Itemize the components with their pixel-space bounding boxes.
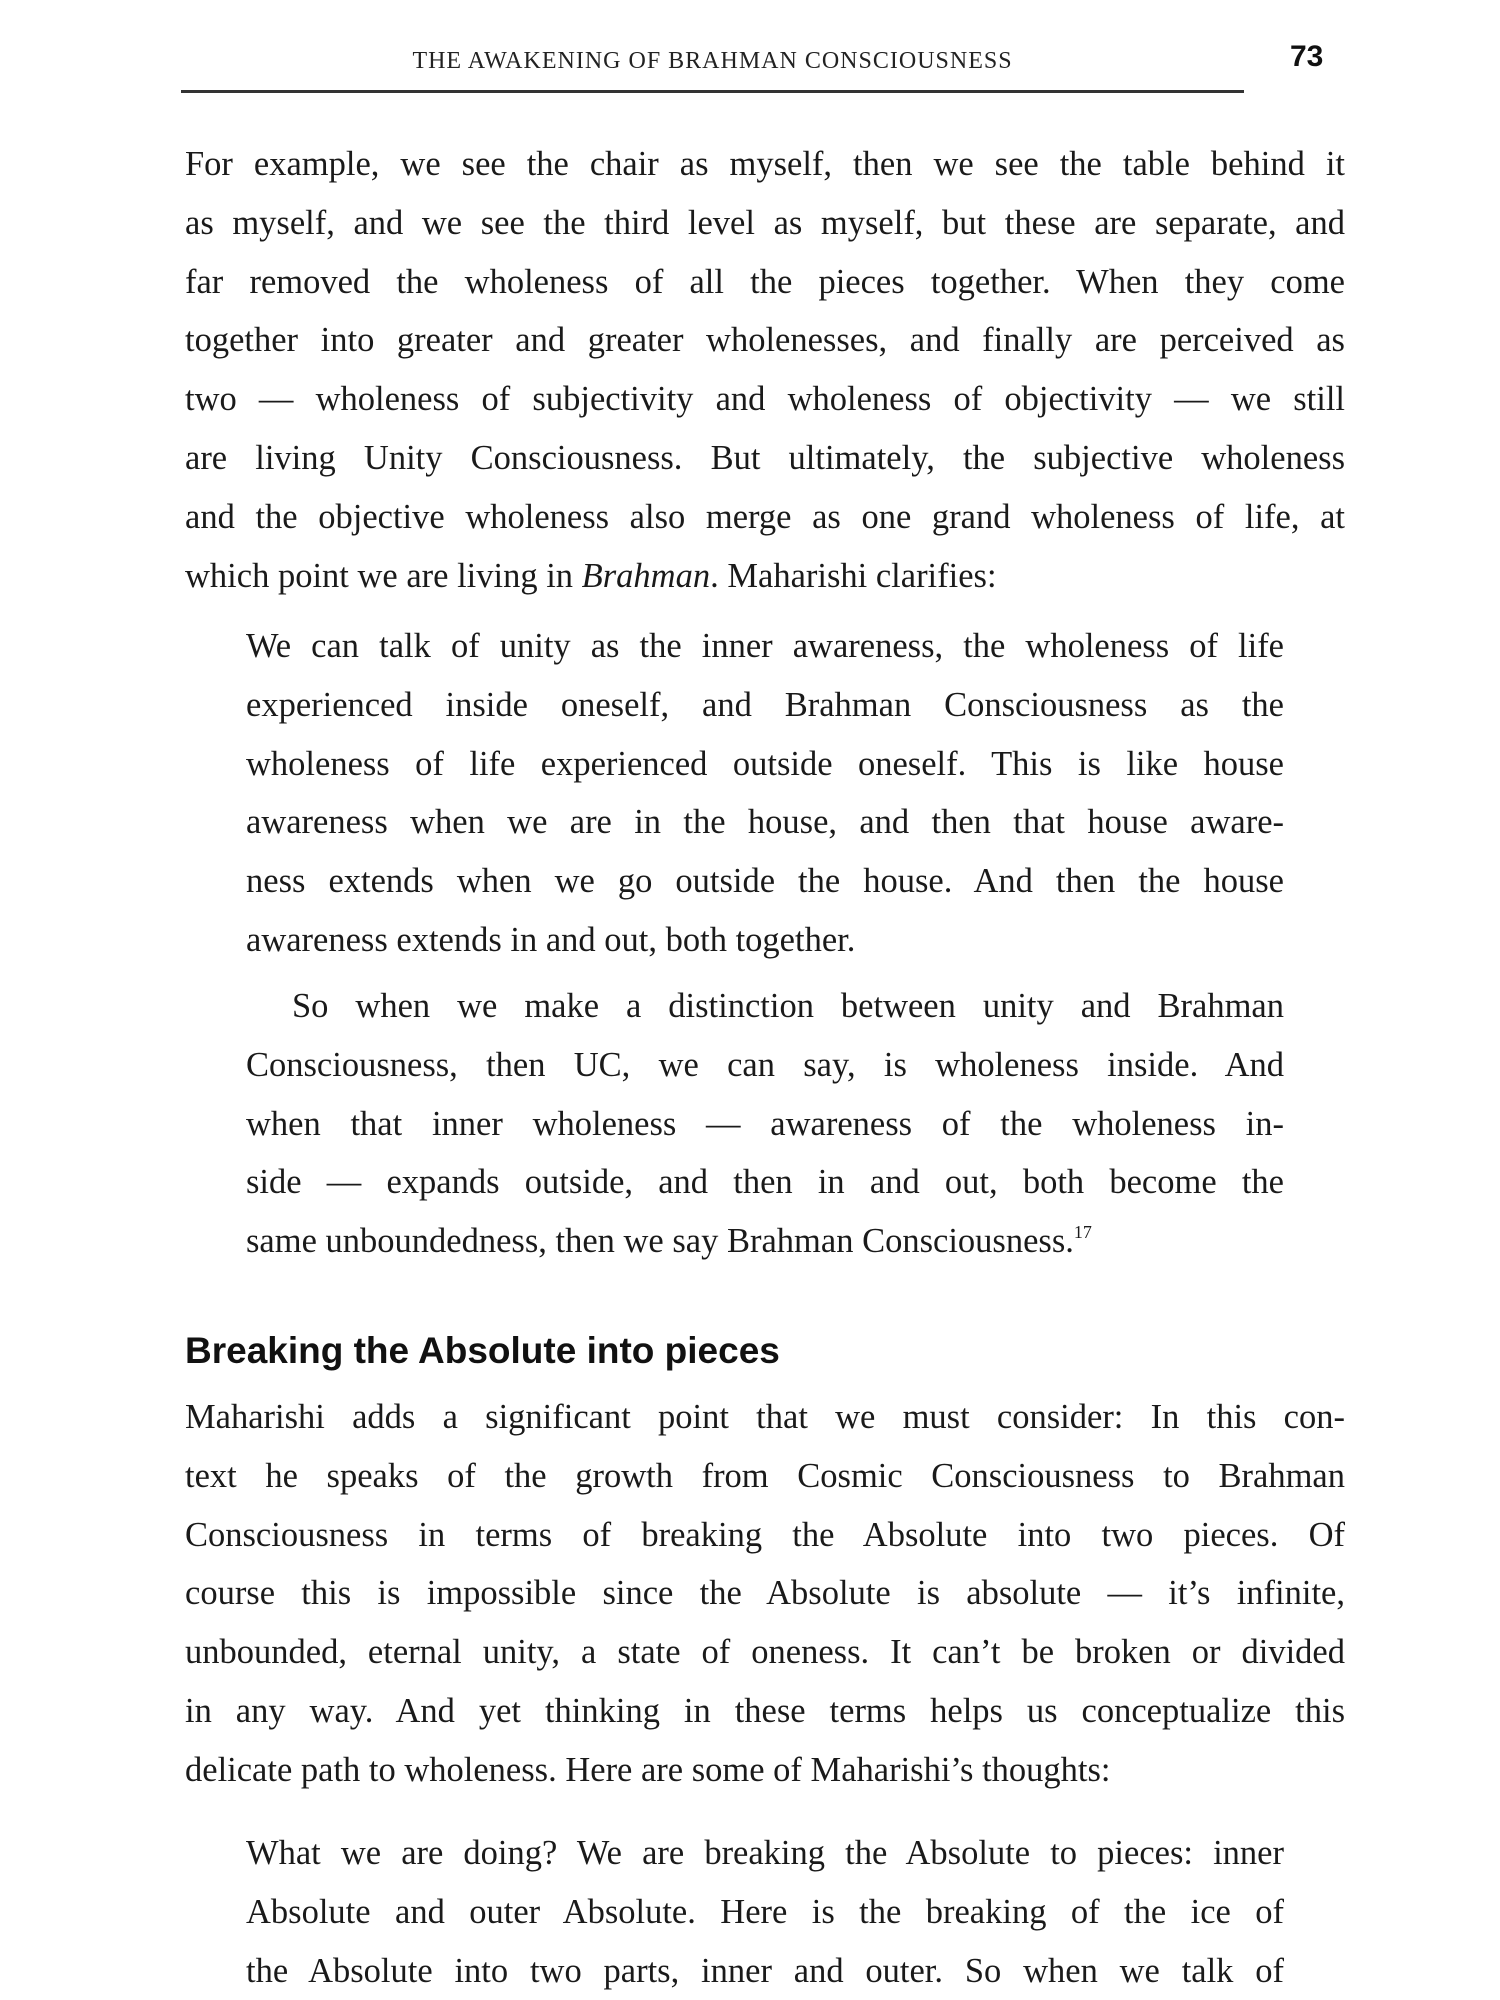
text-line: delicate path to wholeness. Here are some of Maharishi’s thoughts:: [185, 1750, 1111, 1789]
text-line: experienced inside oneself, and Brahman Consciousness as the: [246, 685, 1284, 724]
text-span: same unboundedness, then we say Brahman Consciousness.: [246, 1222, 1074, 1261]
text-line: wholeness of life experienced outside oneself. This is like house: [246, 744, 1284, 783]
page-number: 73: [1290, 40, 1324, 73]
text-line: [185, 547, 1345, 606]
header-rule: [181, 90, 1244, 93]
text-line: Maharishi adds a significant point that we must consider: In this con-: [185, 1398, 1345, 1436]
text-line: when that inner wholeness — awareness of the wholeness in-: [246, 1104, 1284, 1143]
text-line: side — expands outside, and then in and out, both become the: [246, 1163, 1284, 1202]
text-line: For example, we see the chair as myself, then we see the table behind it: [185, 145, 1345, 183]
text-line: Absolute and outer Absolute. Here is the breaking of the ice of: [246, 1892, 1284, 1931]
text-line: and the objective wholeness also merge as one grand wholeness of life, at: [185, 497, 1345, 536]
text-line: awareness when we are in the house, and then that house aware-: [246, 803, 1284, 842]
text-line: Consciousness in terms of breaking the Absolute into two pieces. Of: [185, 1515, 1345, 1554]
text-span: which point we are living in: [185, 556, 582, 595]
paragraph-1: [185, 135, 1345, 605]
quote-block-3: [246, 1824, 1284, 2000]
text-span: . Maharishi clarifies:: [710, 556, 997, 595]
text-line: [246, 1212, 1284, 1271]
text-line: We can talk of unity as the inner awareness, the wholeness of life: [246, 627, 1284, 665]
text-line: What we are doing? We are breaking the Absolute to pieces: inner: [246, 1834, 1284, 1872]
text-line: as myself, and we see the third level as myself, but these are separate, and: [185, 203, 1345, 242]
text-line: are living Unity Consciousness. But ultimately, the subjective wholeness: [185, 438, 1345, 477]
footnote-reference[interactable]: 17: [1073, 1222, 1092, 1243]
text-line: ness extends when we go outside the house. And then the house: [246, 862, 1284, 901]
running-head: THE AWAKENING OF BRAHMAN CONSCIOUSNESS: [412, 48, 1013, 74]
text-line: awareness extends in and out, both together.: [246, 920, 856, 959]
text-line: text he speaks of the growth from Cosmic Consciousness to Brahman: [185, 1456, 1345, 1495]
text-line: far removed the wholeness of all the pieces together. When they come: [185, 262, 1345, 301]
text-line: course this is impossible since the Absolute is absolute — it’s infinite,: [185, 1574, 1345, 1613]
italic-term: Brahman: [581, 556, 711, 595]
quote-block-1: [246, 617, 1284, 970]
section-heading: Breaking the Absolute into pieces: [185, 1330, 780, 1371]
quote-block-2: [246, 977, 1284, 1271]
text-line: So when we make a distinction between unity and Brahman: [292, 987, 1284, 1025]
text-line: in any way. And yet thinking in these terms helps us conceptualize this: [185, 1691, 1345, 1730]
paragraph-2: [185, 1388, 1345, 1800]
text-line: Consciousness, then UC, we can say, is wholeness inside. And: [246, 1045, 1284, 1084]
text-line: together into greater and greater wholenesses, and finally are perceived as: [185, 321, 1345, 360]
text-line: the Absolute into two parts, inner and outer. So when we talk of: [246, 1951, 1284, 1990]
text-line: unbounded, eternal unity, a state of oneness. It can’t be broken or divided: [185, 1633, 1345, 1672]
text-line: two — wholeness of subjectivity and wholeness of objectivity — we still: [185, 380, 1345, 419]
